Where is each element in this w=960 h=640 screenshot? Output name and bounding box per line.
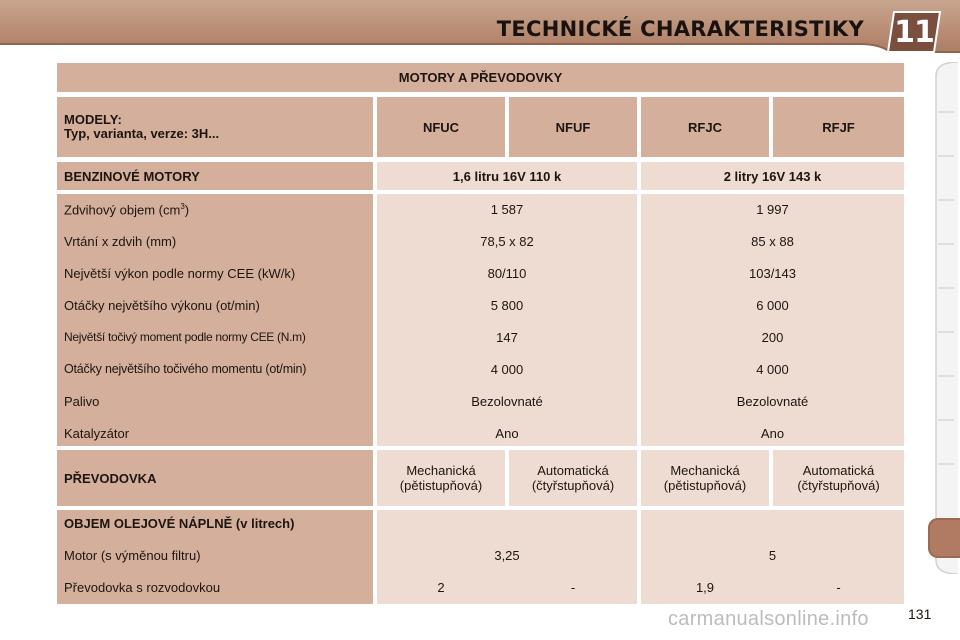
model-code: RFJC [641,97,769,157]
oil-gearbox-label: Převodovka s rozvodovkou [64,580,221,595]
gearbox-type-line1: Automatická [537,463,609,478]
oil-engine-label: Motor (s výměnou filtru) [64,548,201,563]
spec-label: Největší točivý moment podle normy CEE (N.m) [64,330,306,344]
petrol-engines-label: BENZINOVÉ MOTORY [57,162,373,190]
model-code: NFUF [509,97,637,157]
engine-name: 1,6 litru 16V 110 k [377,162,637,190]
models-label-line1: MODELY: [64,112,122,127]
spec-value: 147 [496,330,518,345]
oil-capacity-label: OBJEM OLEJOVÉ NÁPLNĚ (v litrech) [64,516,295,531]
table-title: MOTORY A PŘEVODOVKY [57,63,904,92]
header-curve [0,38,960,62]
gearbox-type-line2: (pětistupňová) [663,478,747,493]
gearbox-type-line2: (čtyřstupňová) [797,478,880,493]
spec-value: Bezolovnaté [736,394,809,409]
spec-label: Největší výkon podle normy CEE (kW/k) [64,266,296,281]
spec-value: 78,5 x 82 [480,234,534,249]
gearbox-type [641,450,769,506]
gearbox-type-line1: Mechanická [406,463,476,478]
oil-engine-value: 5 [768,548,777,563]
gearbox-type-line2: (čtyřstupňová) [531,478,615,493]
chapter-number: 11 [894,14,934,50]
gearbox-type [773,450,904,506]
spec-label: Zdvihový objem $(cm^3)$ [64,202,190,218]
gearbox-type [377,450,505,506]
spec-label: Palivo [64,394,100,409]
model-code: RFJF [773,97,904,157]
spec-label: Otáčky největšího točivého momentu (ot/min) [64,362,307,376]
oil-gearbox-value: 1,9 [695,580,715,595]
watermark: carmanualsonline.info [668,608,869,630]
spec-value: 103/143 [749,266,796,281]
spec-value: 200 [761,330,784,345]
models-label-line2: Typ, varianta, verze: 3H... [64,126,220,141]
spec-value: 80/110 [487,266,527,281]
specs-label-column [57,194,373,446]
spec-value: 5 800 [490,298,524,313]
spec-value: 85 x 88 [751,234,794,249]
gearbox-type [509,450,637,506]
chapter-tabs [924,62,960,574]
page-number: 131 [908,606,932,622]
oil-engine-value: 3,25 [494,548,520,563]
spec-value: 1 587 [490,202,524,217]
engine-name: 2 litry 16V 143 k [641,162,904,190]
oil-gearbox-value: - [570,580,576,595]
active-chapter-tab[interactable] [928,518,960,558]
spec-value: 4 000 [756,362,789,377]
gearbox-type-line2: (pětistupňová) [399,478,483,493]
spec-value: 6 000 [756,298,789,313]
spec-value: Ano [495,426,519,441]
spec-value: Ano [760,426,785,441]
page-title: TECHNICKÉ CHARAKTERISTIKY [496,17,864,41]
oil-gearbox-value: - [836,580,841,595]
oil-gearbox-value: 2 [437,580,445,595]
spec-label: Otáčky největšího výkonu (ot/min) [64,298,260,313]
spec-label: Katalyzátor [64,426,130,441]
models-label [57,97,373,157]
spec-value: Bezolovnaté [471,394,543,409]
spec-value: 4 000 [490,362,524,377]
model-code: NFUC [377,97,505,157]
spec-label: Vrtání x zdvih (mm) [64,234,177,249]
gearbox-type-line1: Automatická [802,463,875,478]
gearbox-label: PŘEVODOVKA [57,450,373,506]
gearbox-type-line1: Mechanická [670,463,740,478]
spec-value: 1 997 [756,202,789,217]
